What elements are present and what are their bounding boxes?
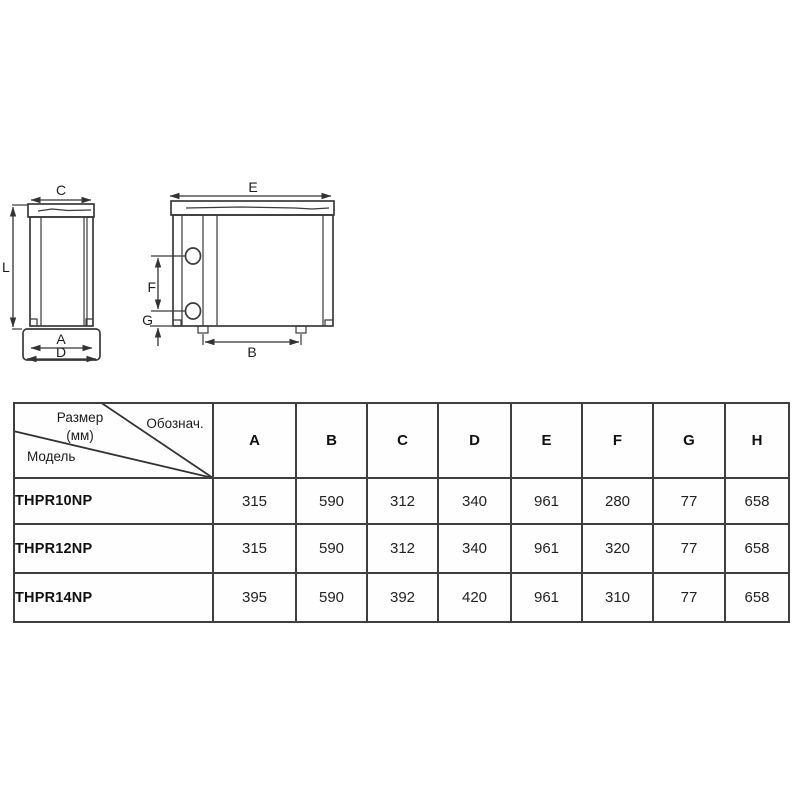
- cell-value: 312: [367, 478, 438, 524]
- cell-value: 590: [296, 478, 367, 524]
- front-view-corner-step-right: [325, 320, 333, 326]
- dimension-f-label: F: [147, 279, 156, 295]
- corner-label-designation: Обознач.: [146, 416, 204, 431]
- cell-value: 395: [213, 573, 296, 622]
- dimension-g-label: G: [142, 312, 153, 328]
- cell-value: 77: [653, 478, 725, 524]
- cell-value: 340: [438, 524, 511, 573]
- col-header-c: C: [367, 403, 438, 478]
- table-row: [14, 478, 789, 524]
- model-name: THPR14NP: [14, 573, 213, 622]
- table-row: [14, 524, 789, 573]
- col-header-f: F: [582, 403, 653, 478]
- cell-value: 658: [725, 478, 789, 524]
- side-view: [2, 182, 100, 360]
- col-header-d: D: [438, 403, 511, 478]
- dimension-e-label: E: [248, 179, 258, 195]
- col-header-g: G: [653, 403, 725, 478]
- dimension-b: [203, 334, 301, 360]
- col-header-b: B: [296, 403, 367, 478]
- cell-value: 77: [653, 573, 725, 622]
- dimension-b-label: B: [247, 344, 257, 360]
- cell-value: 590: [296, 524, 367, 573]
- cell-value: 658: [725, 524, 789, 573]
- cell-value: 320: [582, 524, 653, 573]
- cell-value: 315: [213, 478, 296, 524]
- model-name: THPR12NP: [14, 524, 213, 573]
- side-view-corner-step-left: [30, 319, 37, 326]
- front-view-cap-seam: [186, 207, 329, 209]
- dimension-g: [142, 312, 172, 346]
- lower-pipe-connection: [186, 303, 201, 319]
- table-header-row: [14, 403, 789, 478]
- dimension-a-label: A: [56, 331, 66, 347]
- dimension-d-label: D: [55, 344, 67, 360]
- front-view: [142, 179, 334, 360]
- front-view-body: [173, 215, 333, 326]
- dimension-c: [31, 182, 91, 200]
- dimension-l-label: L: [2, 259, 10, 275]
- dimensions-table: [13, 402, 790, 623]
- dimension-l: [2, 205, 28, 329]
- cell-value: 392: [367, 573, 438, 622]
- cell-value: 961: [511, 524, 582, 573]
- corner-label-model: Модель: [27, 449, 76, 464]
- cell-value: 961: [511, 478, 582, 524]
- dimension-c-label: C: [55, 182, 67, 198]
- dimension-e: [170, 179, 331, 196]
- side-view-cap-seam: [38, 209, 91, 211]
- cell-value: 340: [438, 478, 511, 524]
- front-view-corner-step-left: [173, 320, 181, 326]
- upper-pipe-connection: [186, 248, 201, 264]
- corner-label-size: Размер: [56, 410, 104, 425]
- col-header-a: A: [213, 403, 296, 478]
- cell-value: 658: [725, 573, 789, 622]
- dimension-d: [27, 344, 96, 360]
- corner-label-unit: (мм): [66, 428, 94, 443]
- cell-value: 312: [367, 524, 438, 573]
- front-view-foot-left: [198, 326, 208, 333]
- cell-value: 420: [438, 573, 511, 622]
- dimension-f: [147, 256, 186, 311]
- cell-value: 310: [582, 573, 653, 622]
- table-row: [14, 573, 789, 622]
- cell-value: 77: [653, 524, 725, 573]
- cell-value: 590: [296, 573, 367, 622]
- front-view-foot-right: [296, 326, 306, 333]
- col-header-h: H: [725, 403, 789, 478]
- cell-value: 280: [582, 478, 653, 524]
- model-name: THPR10NP: [14, 478, 213, 524]
- table-corner-cell: [14, 403, 213, 478]
- cell-value: 961: [511, 573, 582, 622]
- col-header-e: E: [511, 403, 582, 478]
- technical-drawing: [0, 0, 800, 390]
- cell-value: 315: [213, 524, 296, 573]
